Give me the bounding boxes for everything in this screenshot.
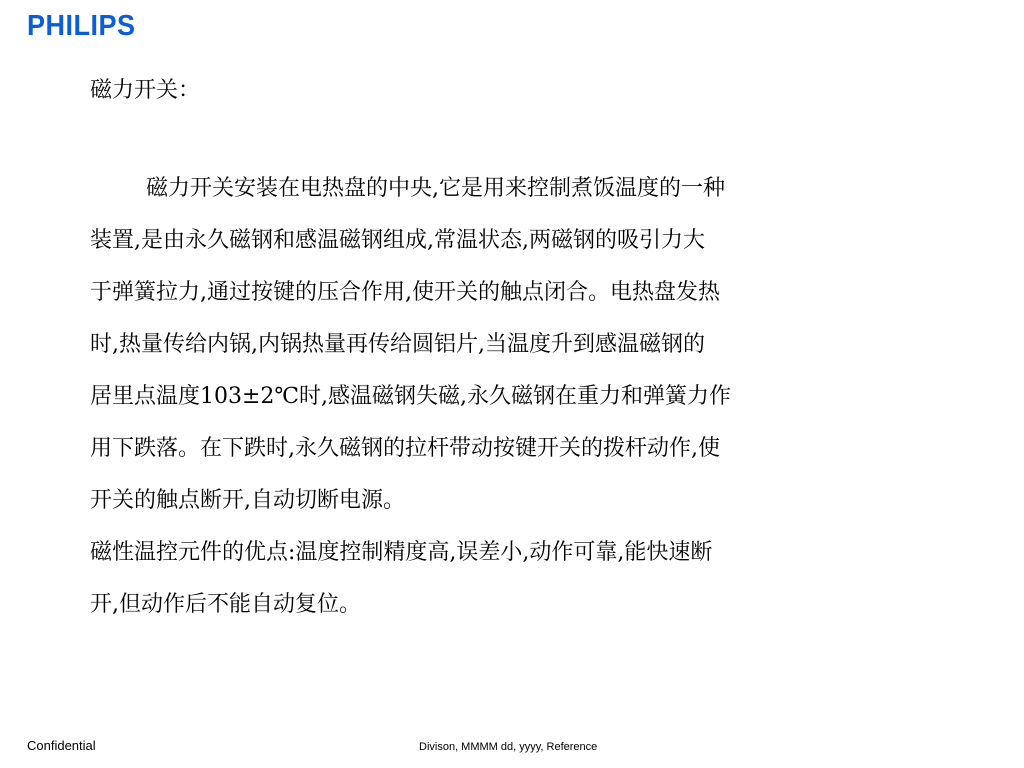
paragraph-line: 磁性温控元件的优点:温度控制精度高,误差小,动作可靠,能快速断: [90, 540, 713, 565]
paragraph-line: 用下跌落。在下跌时,永久磁钢的拉杆带动按键开关的拨杆动作,使: [90, 436, 720, 461]
philips-logo: PHILIPS: [27, 10, 136, 42]
paragraph-line: 开,但动作后不能自动复位。: [90, 592, 361, 617]
confidential-label: Confidential: [27, 738, 96, 753]
paragraph-line: 于弹簧拉力,通过按键的压合作用,使开关的触点闭合。电热盘发热: [90, 280, 720, 305]
paragraph-line: 装置,是由永久磁钢和感温磁钢组成,常温状态,两磁钢的吸引力大: [90, 228, 705, 253]
paragraph-line: 居里点温度103±2℃时,感温磁钢失磁,永久磁钢在重力和弹簧力作: [90, 384, 732, 409]
paragraph-line: 磁力开关安装在电热盘的中央,它是用来控制煮饭温度的一种: [146, 176, 725, 201]
footer-reference: Divison, MMMM dd, yyyy, Reference: [419, 741, 598, 753]
body-text: [90, 174, 910, 642]
section-title: 磁力开关：: [90, 78, 201, 103]
paragraph-line: 时,热量传给内锅,内锅热量再传给圆铝片,当温度升到感温磁钢的: [90, 332, 705, 357]
paragraph-line: 开关的触点断开,自动切断电源。: [90, 488, 405, 513]
